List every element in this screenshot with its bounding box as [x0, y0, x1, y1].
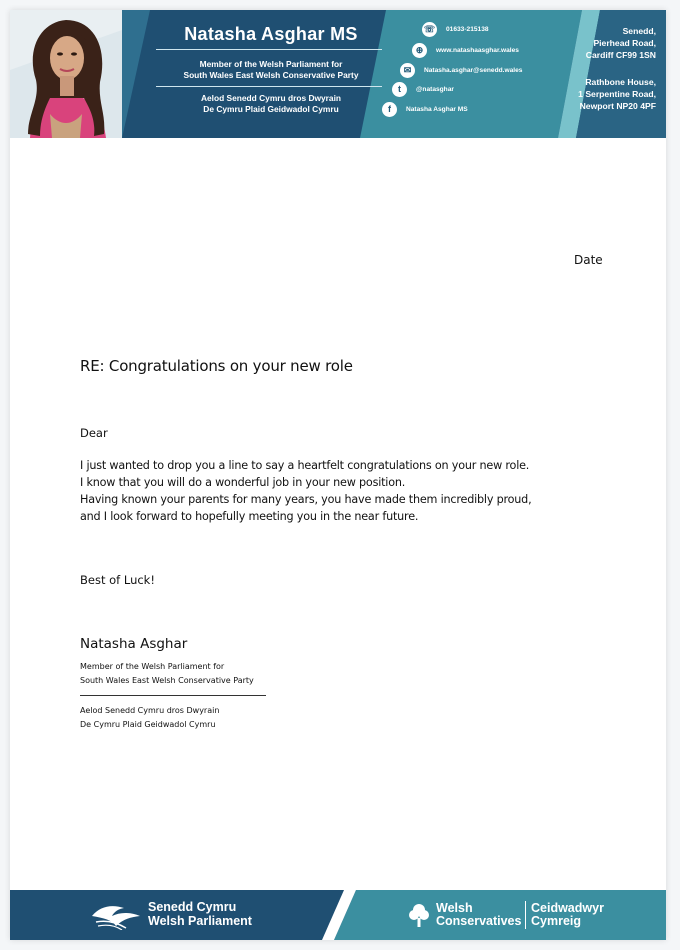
contact-website-text[interactable]: www.natashaasghar.wales	[436, 46, 519, 54]
header-role-english	[156, 59, 386, 81]
address-newport	[578, 76, 656, 112]
letter-salutation: Dear	[80, 426, 108, 440]
letter-date: Date	[574, 253, 603, 267]
header-role-cy-line2: De Cymru Plaid Geidwadol Cymru	[203, 104, 339, 114]
signature-role-line: De Cymru Plaid Geidwadol Cymru	[80, 720, 216, 729]
phone-icon: ☏	[422, 22, 437, 37]
header-role-cy-line1: Aelod Senedd Cymru dros Dwyrain	[200, 93, 342, 103]
signature-divider	[80, 695, 266, 696]
contact-website	[412, 41, 519, 59]
address-line: Pierhead Road,	[593, 38, 656, 48]
party-wordmark-english	[436, 902, 521, 928]
email-icon: ✉	[400, 63, 415, 78]
signature-role-welsh	[80, 704, 219, 732]
header-divider	[156, 49, 382, 50]
footer-banner	[10, 890, 666, 940]
signature-name: Natasha Asghar	[80, 636, 188, 652]
senedd-english-name: Welsh Parliament	[148, 914, 252, 928]
header-role-welsh	[156, 93, 386, 115]
conservatives-tree-logo-icon	[408, 902, 430, 928]
globe-icon: ⊕	[412, 43, 427, 58]
footer-separator	[525, 901, 526, 929]
signature-role-line: Member of the Welsh Parliament for	[80, 662, 225, 671]
senedd-logo-icon	[90, 900, 142, 930]
letter-body	[80, 457, 531, 525]
senedd-welsh-name: Senedd Cymru	[148, 900, 237, 914]
party-name-line: Cymreig	[531, 914, 582, 928]
contact-phone-text[interactable]: 01633-215138	[446, 25, 489, 33]
party-name-line: Conservatives	[436, 914, 522, 928]
header-role-en-line1: Member of the Welsh Parliament for	[199, 59, 343, 69]
letter-subject: RE: Congratulations on your new role	[80, 357, 353, 375]
letterhead-banner	[10, 10, 666, 138]
signature-role-line: South Wales East Welsh Conservative Party	[80, 676, 254, 685]
senedd-wordmark	[148, 900, 252, 928]
body-line: I know that you will do a wonderful job in your new position.	[80, 476, 406, 489]
contact-twitter-text[interactable]: @natasghar	[416, 85, 454, 93]
header-role-en-line2: South Wales East Welsh Conservative Party	[183, 70, 359, 80]
header-divider	[156, 86, 382, 87]
contact-email-text[interactable]: Natasha.asghar@senedd.wales	[424, 66, 523, 74]
twitter-icon: t	[392, 82, 407, 97]
contact-facebook	[382, 100, 468, 118]
address-line: Senedd,	[622, 26, 656, 36]
body-line: Having known your parents for many years, you have made them incredibly proud,	[80, 493, 532, 506]
body-line: I just wanted to drop you a line to say a heartfelt congratulations on your new role.	[80, 459, 530, 472]
party-name-line: Ceidwadwyr	[531, 901, 604, 915]
letter-closing: Best of Luck!	[80, 573, 155, 587]
address-line: Newport NP20 4PF	[579, 101, 656, 111]
address-senedd	[586, 25, 656, 61]
address-line: Cardiff CF99 1SN	[585, 50, 656, 60]
contact-twitter	[392, 80, 454, 98]
contact-phone	[422, 20, 489, 38]
signature-role-line: Aelod Senedd Cymru dros Dwyrain	[80, 706, 220, 715]
letter-page	[10, 10, 666, 940]
party-name-line: Welsh	[436, 901, 473, 915]
body-line: and I look forward to hopefully meeting you in the near future.	[80, 510, 419, 523]
address-line: 1 Serpentine Road,	[578, 89, 656, 99]
contact-facebook-text[interactable]: Natasha Asghar MS	[406, 105, 468, 113]
header-name: Natasha Asghar MS	[184, 24, 358, 44]
portrait-photo	[10, 10, 122, 138]
facebook-icon: f	[382, 102, 397, 117]
signature-role-english	[80, 660, 254, 688]
party-wordmark-welsh	[531, 902, 604, 928]
address-line: Rathbone House,	[585, 77, 656, 87]
contact-email	[400, 61, 522, 79]
